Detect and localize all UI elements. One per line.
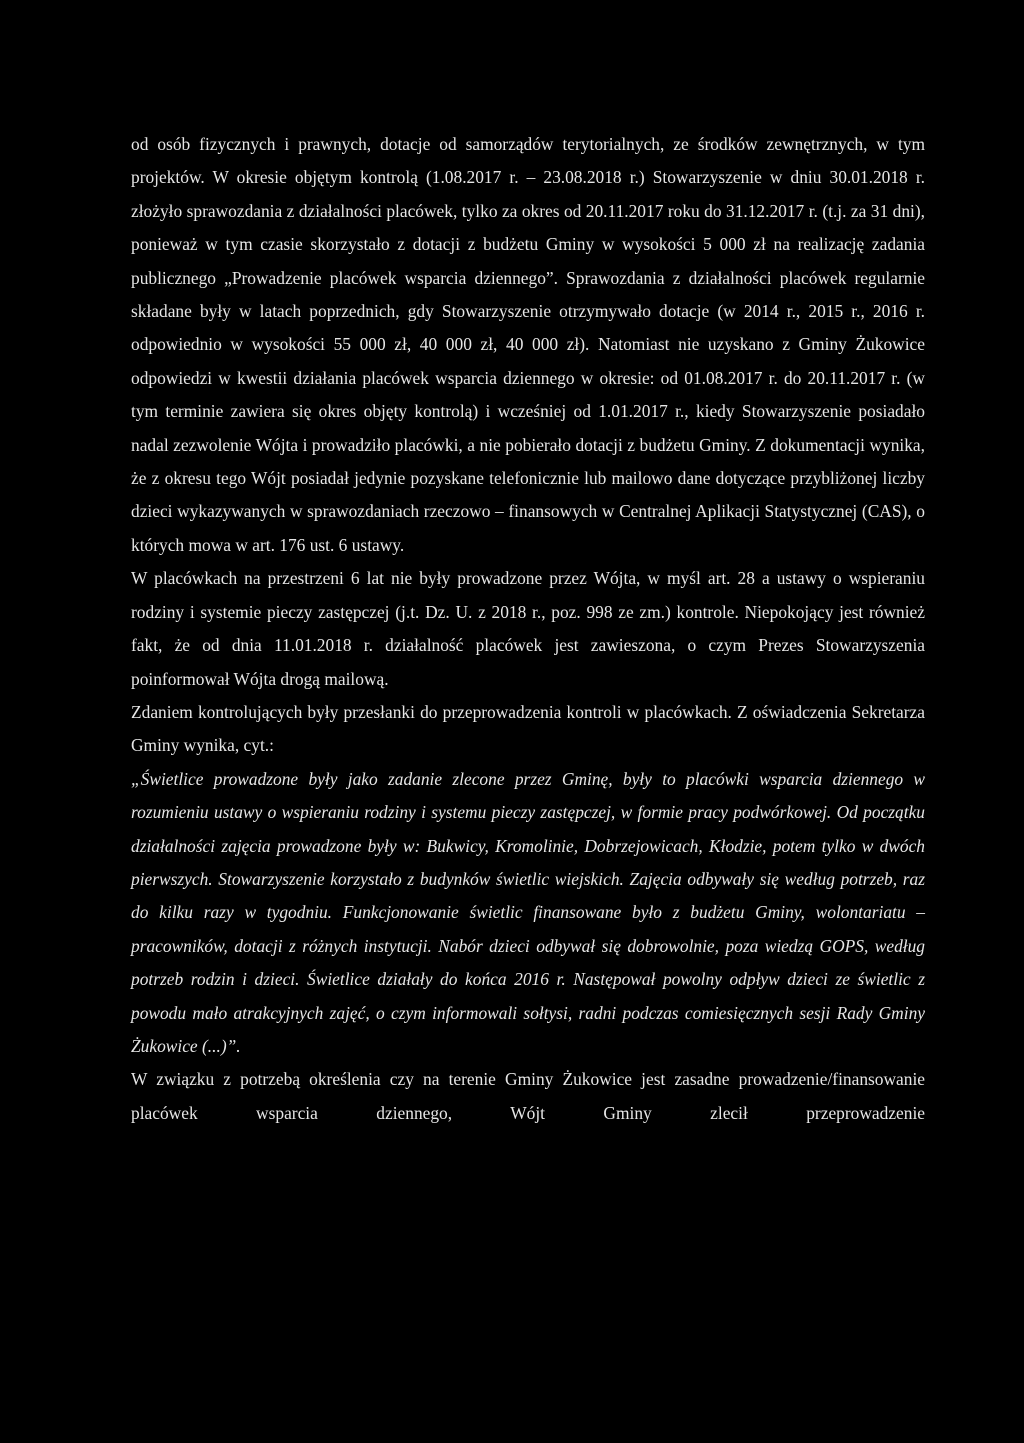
paragraph-no-inspections: W placówkach na przestrzeni 6 lat nie były prowadzone przez Wójta, w myśl art. 28 a ustawy o wspieraniu rodziny i systemie pieczy zastępczej (j.t. Dz. U. z 2018 r., poz. 998 ze zm.) kontrole. Niepokojący jest również fakt, że od dnia 11.01.2018 r. działalność placówek jest zawieszona, o czym Prezes Stowarzyszenia poinformował Wójta drogą mailową.	[131, 568, 925, 689]
paragraph-inspectors-opinion: Zdaniem kontrolujących były przesłanki do przeprowadzenia kontroli w placówkach. Z oświadczenia Sekretarza Gminy wynika, cyt.:	[131, 701, 925, 756]
document-page	[131, 128, 925, 1130]
paragraph-reporting-history: od osób fizycznych i prawnych, dotacje od samorządów terytorialnych, ze środków zewnętrznych, w tym projektów. W okresie objętym kontrolą (1.08.2017 r. – 23.08.2018 r.) Stowarzyszenie w dniu 30.01.2018 r. złożyło sprawozdania z działalności placówek, tylko za okres od 20.11.2017 roku do 31.12.2017 r. (t.j. za 31 dni), ponieważ w tym czasie skorzystało z dotacji z budżetu Gminy w wysokości 5 000 zł na realizację zadania publicznego „Prowadzenie placówek wsparcia dziennego”. Sprawozdania z działalności placówek regularnie składane były w latach poprzednich, gdy Stowarzyszenie otrzymywało dotacje (w 2014 r., 2015 r., 2016 r. odpowiednio w wysokości 55 000 zł, 40 000 zł, 40 000 zł). Natomiast nie uzyskano z Gminy Żukowice odpowiedzi w kwestii działania placówek wsparcia dziennego w okresie: od 01.08.2017 r. do 20.11.2017 r. (w tym terminie zawiera się okres objęty kontrolą) i wcześniej od 1.01.2017 r., kiedy Stowarzyszenie posiadało nadal zezwolenie Wójta i prowadziło placówki, a nie pobierało dotacji z budżetu Gminy. Z dokumentacji wynika, że z okresu tego Wójt posiadał jedynie pozyskane telefonicznie lub mailowo dane dotyczące przybliżonej liczby dzieci wykazywanych w sprawozdaniach rzeczowo – finansowych w Centralnej Aplikacji Statystycznej (CAS), o których mowa w art. 176 ust. 6 ustawy.	[131, 134, 925, 555]
paragraph-commissioned-analysis: W związku z potrzebą określenia czy na terenie Gminy Żukowice jest zasadne prowadzenie/finansowanie placówek wsparcia dziennego, Wójt Gminy zlecił przeprowadzenie	[131, 1069, 925, 1123]
paragraph-secretary-quote: „Świetlice prowadzone były jako zadanie zlecone przez Gminę, były to placówki wsparcia dziennego w rozumieniu ustawy o wspieraniu rodziny i systemu pieczy zastępczej, w formie pracy podwórkowej. Od początku działalności zajęcia prowadzone były w: Bukwicy, Kromolinie, Dobrzejowicach, Kłodzie, potem tylko w dwóch pierwszych. Stowarzyszenie korzystało z budynków świetlic wiejskich. Zajęcia odbywały się według potrzeb, raz do kilku razy w tygodniu. Funkcjonowanie świetlic finansowane było z budżetu Gminy, wolontariatu – pracowników, dotacji z różnych instytucji. Nabór dzieci odbywał się dobrowolnie, poza wiedzą GOPS, według potrzeb rodzin i dzieci. Świetlice działały do końca 2016 r. Następował powolny odpływ dzieci ze świetlic z powodu mało atrakcyjnych zajęć, o czym informowali sołtysi, radni podczas comiesięcznych sesji Rady Gminy Żukowice (...)”.	[131, 768, 925, 1056]
